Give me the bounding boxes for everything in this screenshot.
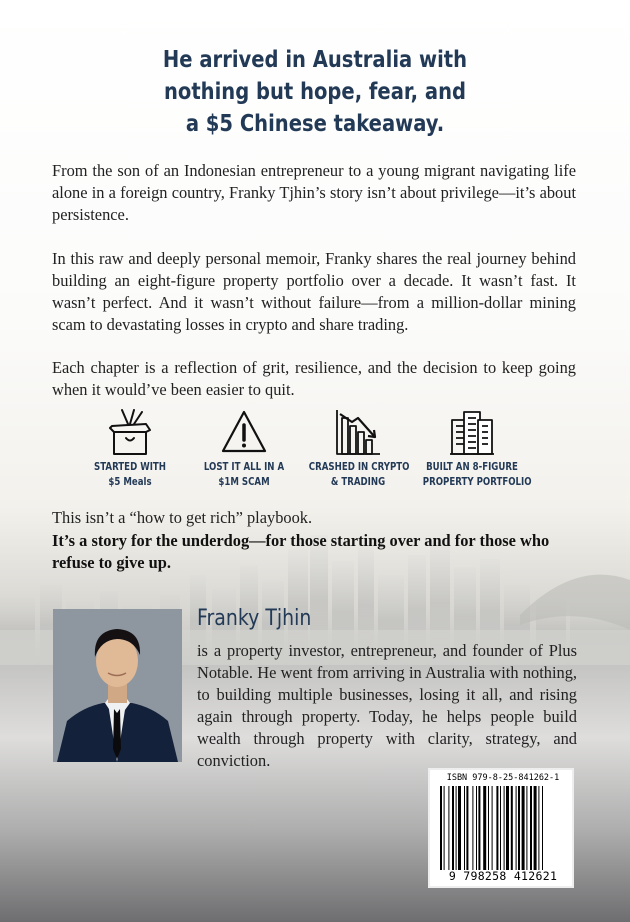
feature-property <box>412 408 532 490</box>
feature-label: CRASHED IN CRYPTO & TRADING <box>308 461 410 488</box>
headline <box>47 44 583 140</box>
feature-crypto <box>298 408 418 490</box>
chapter-paragraph: Each chapter is a reflection of grit, resilience, and the decision to keep going when it would’ve been easier to quit. <box>52 358 576 399</box>
falling-chart-icon <box>334 408 382 456</box>
headline-line-3: a $5 Chinese takeaway. <box>185 111 445 137</box>
feature-label: BUILT AN 8-FIGURE PROPERTY PORTFOLIO <box>422 461 532 488</box>
disclaimer-line: This isn’t a “how to get rich” playbook. <box>52 508 313 527</box>
barcode-digits: 9 798258 412621 <box>448 869 558 883</box>
author-bio: is a property investor, entrepreneur, and founder of Plus Notable. He went from arriving in Australia with nothing, to building multiple businesses, losing it all, and rising again through property. Today, he helps people build wealth through property with clarity, strategy, and conviction. <box>197 641 577 770</box>
headline-line-1: He arrived in Australia with <box>162 47 468 73</box>
feature-takeaway <box>70 408 190 490</box>
headline-line-2: nothing but hope, fear, and <box>163 79 466 105</box>
warning-icon <box>220 408 268 456</box>
author-photo <box>53 609 182 762</box>
isbn-label: ISBN 979-8-25-841262-1 <box>446 773 560 783</box>
author-name: Franky Tjhin <box>197 606 312 631</box>
feature-label: LOST IT ALL IN A $1M SCAM <box>203 461 285 488</box>
takeaway-box-icon <box>106 408 154 456</box>
tagline: It’s a story for the underdog—for those starting over and for those who refuse to give up. <box>52 531 550 572</box>
feature-scam <box>184 408 304 490</box>
memoir-paragraph: In this raw and deeply personal memoir, Franky shares the real journey behind building an eight-figure property portfolio over a decade. It wasn’t fast. It wasn’t perfect. And it wasn’t without failure—from a million-dollar mining scam to devastating losses in crypto and share trading. <box>52 249 576 334</box>
barcode-bars <box>440 786 566 870</box>
isbn-barcode <box>428 768 574 888</box>
intro-paragraph: From the son of an Indonesian entrepreneur to a young migrant navigating life alone in a foreign country, Franky Tjhin’s story isn’t about privilege—it’s about persistence. <box>52 161 576 224</box>
feature-label: STARTED WITH $5 Meals <box>93 461 166 488</box>
buildings-icon <box>448 408 496 456</box>
